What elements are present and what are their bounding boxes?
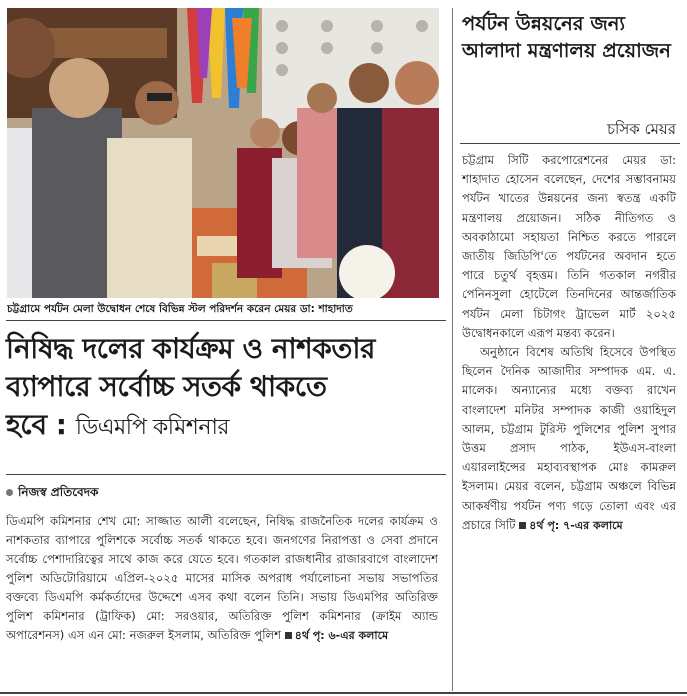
- left-continued: [285, 629, 388, 642]
- right-body: [462, 151, 676, 535]
- right-para-2: [462, 343, 676, 535]
- square-icon: [285, 632, 292, 639]
- left-body: [6, 512, 438, 645]
- right-continued: [519, 519, 622, 532]
- left-headline-line1: নিষিদ্ধ দলের কার্যক্রম ও নাশকতার: [6, 332, 375, 365]
- right-para-1: চট্টগ্রাম সিটি করপোরেশনের মেয়র ডা: শাহাদাত হোসেন বলেছেন, দেশের সম্ভাবনাময় পর্যটন খাতের উন্নয়নের জন্য স্বতন্ত্র একটি মন্ত্রণালয় প্রয়োজন। সঠিক নীতিগত ও অবকাঠামো সহায়তা নিশ্চিত করতে পারলে জাতীয় জিডিপি'তে পর্যটনের অবদান হতে পারে চতুর্থ বৃহত্তম। তিনি গতকাল নগরীর পেনিনসুলা হোটেলে তিনদিনের আন্তর্জাতিক পর্যটন মেলা চিটাগং ট্রাভেল মার্ট ২০২৫ উদ্বোধনকালে এরূপ মন্তব্য করেন।: [462, 153, 676, 340]
- left-headline-line2: ব্যাপারে সর্বোচ্চ সতর্ক থাকতে: [6, 370, 327, 403]
- right-headline: পর্যটন উন্নয়নের জন্য আলাদা মন্ত্রণালয় প্রয়োজন: [462, 12, 671, 62]
- left-body-text: ডিএমপি কমিশনার শেখ মো: সাজ্জাত আলী বলেছেন, নিষিদ্ধ রাজনৈতিক দলের কার্যক্রম ও নাশকতার ব্যাপারে পুলিশকে সর্বোচ্চ সতর্ক থাকতে হবে। জনগণের নিরাপত্তা ও সেবা প্রদানে সর্বোচ্চ পেশাদারিত্বের সাথে কাজ করে যেতে হবে। গতকাল রাজধানীর রাজারবাগে বাংলাদেশ পুলিশ অডিটোরিয়ামে এপ্রিল-২০২৫ মাসের মাসিক অপরাধ পর্যালোচনা সভায় সভাপতির বক্তব্যে ডিএমপি কর্মকর্তাদের উদ্দেশে এসব কথা বলেন তিনি। সভায় ডিএমপির অতিরিক্ত পুলিশ কমিশনার (ট্রাফিক) মো: সরওয়ার, অতিরিক্ত পুলিশ কমিশনার (ক্রাইম অ্যান্ড অপারেশনস) এস এন মো: নজরুল ইসলাম, অতিরিক্ত পুলিশ: [6, 514, 438, 642]
- square-icon: [519, 522, 526, 529]
- right-byline: চসিক মেয়র: [606, 120, 676, 138]
- right-para-2-text: অনুষ্ঠানে বিশেষ অতিথি হিসেবে উপস্থিত ছিলেন দৈনিক আজাদীর সম্পাদক এম. এ. মালেক। অন্যান্যের মধ্যে বক্তব্য রাখেন বাংলাদেশ মনিটর সম্পাদক কাজী ওয়াহিদুল আলম, চট্টগ্রাম টুরিস্ট পুলিশের পুলিশ সুপার উত্তম প্রসাদ পাঠক, ইউএস-বাংলা এয়ারলাইন্সের মহাব্যবস্থাপক মোঃ কামরুল ইসলাম। মেয়র বলেন, চট্টগ্রাম অঞ্চলে বিভিন্ন আকর্ষণীয় পর্যটন পণ্য গড়ে তোলা এবং এর প্রচারে সিটি: [462, 345, 676, 532]
- caption-divider: [6, 320, 446, 321]
- bottom-border: [0, 692, 687, 694]
- headline-divider: [6, 474, 446, 475]
- left-headline-line3: [6, 406, 436, 447]
- left-headline: [6, 330, 436, 447]
- photo-illustration: [7, 8, 439, 298]
- left-headline-byline: ডিএমপি কমিশনার: [75, 415, 229, 440]
- photo-caption: চট্টগ্রামে পর্যটন মেলা উদ্বোধন শেষে বিভিন্ন স্টল পরিদর্শন করেন মেয়র ডা: শাহাদাত: [7, 303, 353, 315]
- news-photo: [7, 8, 439, 298]
- right-byline-divider: [460, 143, 680, 144]
- left-continued-text: ৪র্থ পৃ: ৬-এর কলামে: [294, 629, 389, 642]
- column-divider: [452, 8, 453, 691]
- right-continued-text: ৪র্থ পৃ: ৭-এর কলামে: [529, 518, 623, 532]
- reporter-name: নিজস্ব প্রতিবেদক: [18, 485, 99, 499]
- left-headline-word: হবে :: [6, 408, 67, 441]
- reporter-byline: [6, 484, 98, 504]
- bullet-icon: [6, 489, 13, 496]
